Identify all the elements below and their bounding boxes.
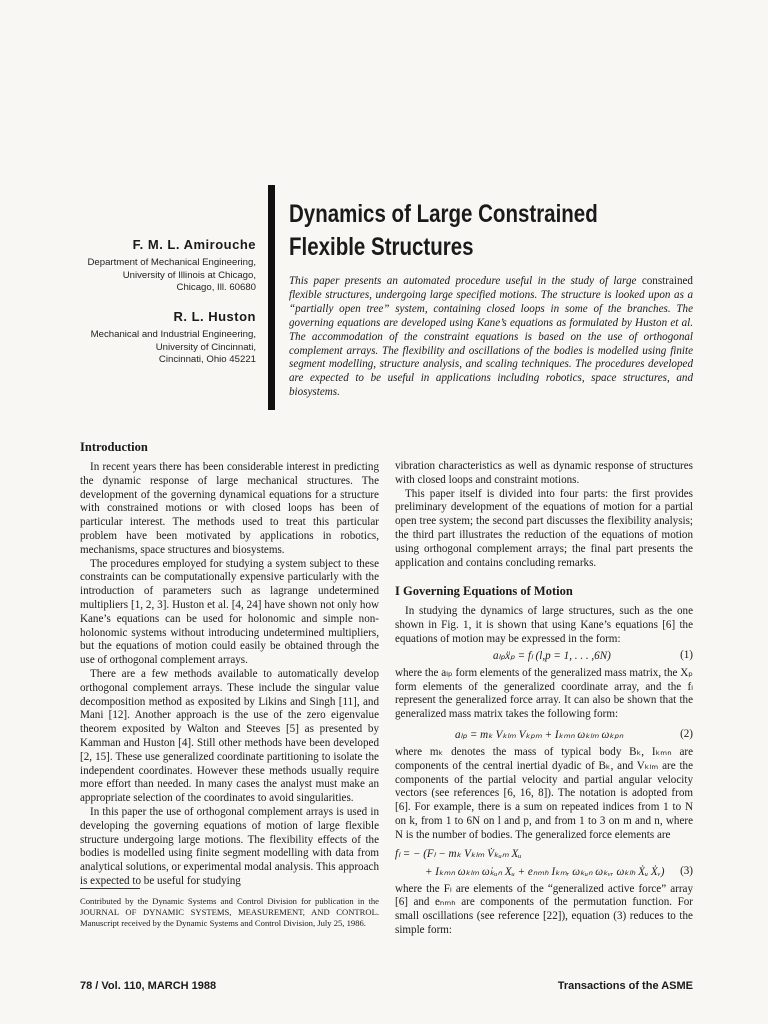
equation-1: aₗₚẍₚ = fₗ (l,p = 1, . . . ,6N) (1): [493, 648, 693, 662]
right-column: [395, 460, 693, 938]
paragraph: There are a few methods available to automatically develop orthogonal complement arrays. These include the singular value decomposition method as exposited by Likins and Singh [11], and Mani [12]. Another approach is the use of the zero eigenvalue theorem exposited by Walton and Steeves [5] as presented by Kamman and Huston [4]. Still other methods have been developed [2, 15]. These use generalized coordinate partitioning to isolate the independent coordinates. However these methods usually require more effort than needed. In many cases the analyst must make an appropriate selection of the coordinates to avoid singularities.: [80, 667, 379, 805]
paragraph: In studying the dynamics of large structures, such as the one shown in Fig. 1, it is shown that using Kane’s equations [6] the equations of motion may be expressed in the form:: [395, 605, 693, 645]
footnote: Contributed by the Dynamic Systems and Control Division for publication in the JOURNAL OF DYNAMIC SYSTEMS, MEASUREMENT, AND CONTROL. Manuscript received by the Dynamic Systems and Control Division, July 25, 1986.: [80, 896, 379, 928]
section-body: [395, 667, 693, 722]
paragraph: where mₖ denotes the mass of typical body Bₖ, Iₖₘₙ are components of the central inertial dyadic of Bₖ, and Vₖₗₘ are the components of the partial velocity and partial angular velocity vectors (see references [6, 16, 8]). The notation is adopted from [6]. For example, there is a sum on repeated indices from 1 to N on k, from 1 to 6N on l and p, and from 1 to 3 on m and n, where N is the number of bodies. The generalized force elements are: [395, 745, 693, 841]
author-block-2: [56, 309, 256, 367]
paragraph: The procedures employed for studying a system subject to these constraints can be computationally expensive particularly with the introduction of parameters such as lagrange undetermined multipliers [1, 2, 3]. Huston et al. [4, 24] have shown not only how Kane’s equations can be used for holonomic and simple non-holonomic systems without introducing undetermined multipliers, but the equations of motion could easily be obtained through the use of orthogonal complement arrays.: [80, 557, 379, 667]
footer-journal: Transactions of the ASME: [557, 980, 693, 992]
author-affiliation: Department of Mechanical Engineering, University of Illinois at Chicago, Chicago, Ill. 60680: [87, 257, 256, 294]
page-title: Dynamics of Large Constrained Flexible Structures: [289, 200, 598, 261]
paragraph: where the Fₗ are elements of the “generalized active force” array [6] and eₙₘₕ are components of the permutation function. For small oscillations (see reference [22]), equation (3) reduces to the simple form:: [395, 882, 693, 936]
author-block-1: [56, 237, 256, 295]
paragraph: vibration characteristics as well as dynamic response of structures with closed loops and constraint motions.: [395, 460, 693, 486]
section-body: [395, 746, 693, 843]
author-name: F. M. L. Amirouche: [132, 237, 256, 252]
section-heading-governing-equations: I Governing Equations of Motion: [395, 584, 573, 599]
left-column: [80, 440, 379, 889]
introduction-body: [80, 461, 379, 889]
intro-continued: [395, 460, 693, 570]
author-name: R. L. Huston: [173, 309, 256, 324]
paragraph: In recent years there has been considerable interest in predicting the dynamic response of large mechanical structures. The development of the governing dynamical equations for a structure with constrained motions or with closed loops has been of particular interest. The methods used to treat this particular problem have been motivated by applications in robotics, mechanisms, space structures and biosystems.: [80, 461, 379, 556]
section-heading-introduction: Introduction: [80, 440, 148, 454]
abstract: This paper presents an automated procedure useful in the study of large constrained flexible structures, undergoing large specified motions. The structure is looked upon as a “partially open tree” system, containing closed loops in some of the branches. The governing equations are developed using Kane’s equations as formulated by Huston et al. The accommodation of the constraint equations is based on the use of orthogonal complement arrays. The flexibility and oscillations of the bodies is modelled using finite segment modelling, structure analysis, and scaling techniques. The procedures developed are expected to be useful in applications including robotics, space structures, and biosystems.: [289, 275, 693, 399]
equation-2: aₗₚ = mₖ Vₖₗₘ Vₖₚₘ + Iₖₘₙ ωₖₗₘ ωₖₚₙ (2): [455, 727, 693, 741]
section-body: [395, 883, 693, 938]
author-affiliation: Mechanical and Industrial Engineering, University of Cincinnati, Cincinnati, Ohio 45221: [90, 329, 256, 366]
equation-3a: fₗ = − (Fₗ − mₖ Vₖₗₘ V̇ₖᵤₘ Xᵤ: [395, 847, 522, 860]
paragraph: where the aₗₚ form elements of the generalized mass matrix, the Xₚ form elements of the generalized coordinate array, and the fₗ represent the generalized force array. It can also be shown that the generalized mass matrix takes the following form:: [395, 666, 693, 721]
equation-3b: + Iₖₘₙ ωₖₗₘ ω̇ₖᵤₙ Xᵤ + eₙₘₕ Iₖₘᵣ ωₖᵤₙ ωₖᵥᵣ ωₖₗₕ Ẋᵤ Ẋᵥ) (3): [425, 864, 693, 878]
paragraph: In this paper the use of orthogonal complement arrays is used in developing the governing equations of motion of large flexible structure undergoing large motions. The flexibility effects of the bodies is modelled using finite segment modelling with data from analytical solutions, or experimental modal analysis. This approach is expected to be useful for studying: [80, 805, 379, 887]
paragraph: This paper itself is divided into four parts: the first provides preliminary development of the equations of motion for a partial open tree system; the second part discusses the flexibility analysis; the third part illustrates the reduction of the equations of motion using orthogonal complement arrays; the final part presents the application and contains concluding remarks.: [395, 487, 693, 569]
footer-page-info: 78 / Vol. 110, MARCH 1988: [80, 980, 217, 992]
footnote-rule: [80, 888, 140, 889]
title-rule: [268, 185, 275, 410]
section-body: [395, 605, 693, 646]
